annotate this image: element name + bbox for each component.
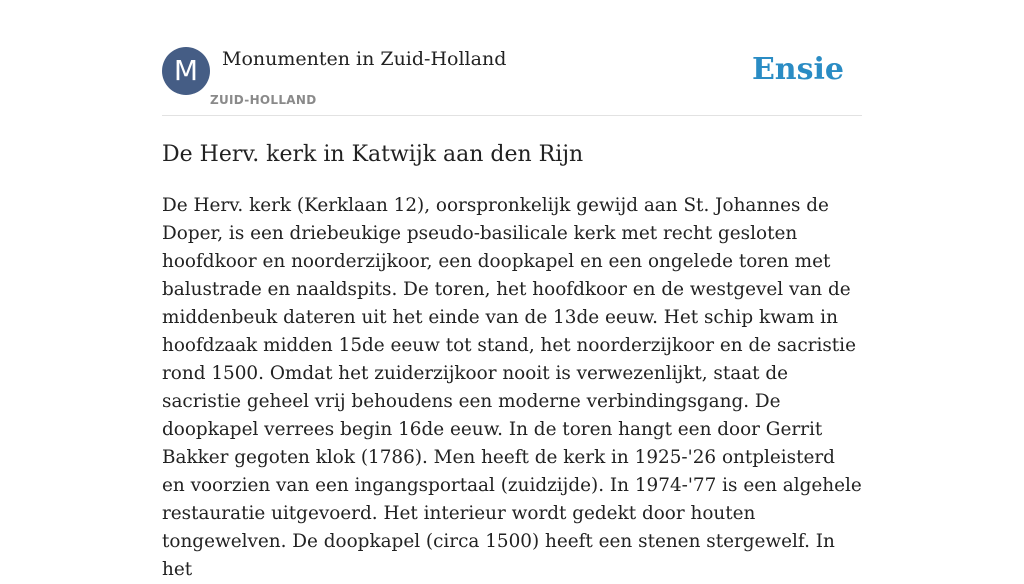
avatar[interactable]: M bbox=[162, 47, 210, 95]
header bbox=[162, 47, 862, 115]
brand-logo[interactable]: Ensie bbox=[751, 52, 844, 87]
book-title-link[interactable]: Monumenten in Zuid-Holland bbox=[222, 48, 507, 70]
article-title: De Herv. kerk in Katwijk aan den Rijn bbox=[162, 142, 584, 167]
header-divider bbox=[162, 115, 862, 116]
article-body: De Herv. kerk (Kerklaan 12), oorspronkelijk gewijd aan St. Johannes de Doper, is een driebeukige pseudo-basilicale kerk met recht gesloten hoofdkoor en noorderzijkoor, een doopkapel en een ongelede toren met balustrade en naaldspits. De toren, het hoofdkoor en de westgevel van de middenbeuk dateren uit het einde van de 13de eeuw. Het schip kwam in hoofdzaak midden 15de eeuw tot stand, het noorderzijkoor en de sacristie rond 1500. Omdat het zuiderzijkoor nooit is verwezenlijkt, staat de sacristie geheel vrij behoudens een moderne verbindingsgang. De doopkapel verrees begin 16de eeuw. In de toren hangt een door Gerrit Bakker gegoten klok (1786). Men heeft de kerk in 1925-'26 ontpleisterd en voorzien van een ingangsportaal (zuidzijde). In 1974-'77 is een algehele restauratie uitgevoerd. Het interieur wordt gedekt door houten tongewelven. De doopkapel (circa 1500) heeft een stenen stergewelf. In het bbox=[162, 195, 862, 580]
category-label[interactable]: ZUID-HOLLAND bbox=[210, 93, 317, 107]
